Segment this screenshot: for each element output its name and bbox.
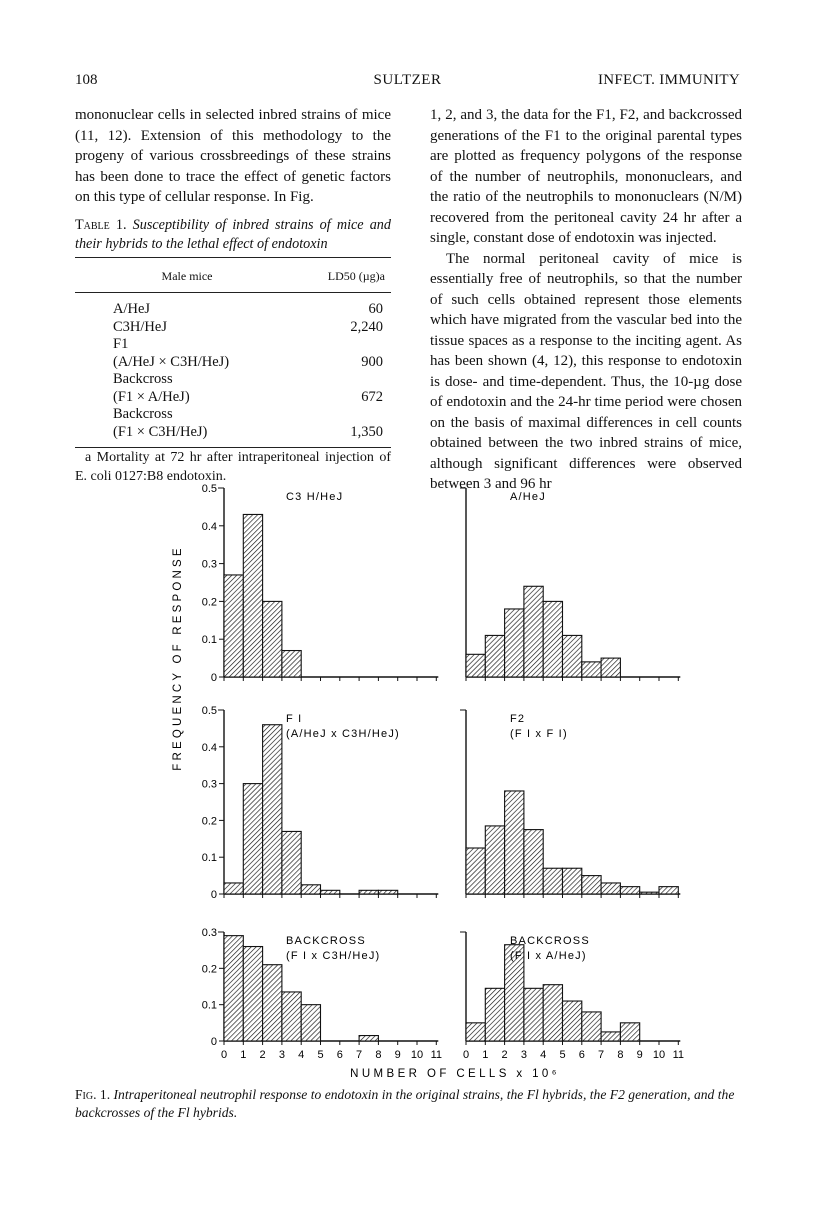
histogram-bar [563,635,582,677]
running-header [75,72,740,94]
strain-cell: C3H/HeJ [113,318,167,335]
histogram-bar [505,791,524,894]
histogram-bar [282,831,301,894]
x-tick-label: 11 [430,1049,443,1061]
histogram-bar [224,883,243,894]
histogram-bar [359,890,378,894]
table-title: Susceptibility of inbred strains of mice and their hybrids to the lethal effect of endotoxin [75,216,391,252]
histogram-bar [582,1012,601,1041]
histogram-bar [524,988,543,1041]
journal-name: INFECT. IMMUNITY [597,72,740,88]
x-tick-label: 3 [278,1049,285,1061]
histogram-bar [582,662,601,677]
histogram-bar [505,609,524,677]
histogram-bar [243,784,262,894]
histogram-bar [543,985,562,1041]
y-tick-label: 0.1 [201,634,217,647]
histogram-bar [601,883,620,894]
y-tick-label: 0.2 [201,815,217,828]
panel-title: C3 H/HeJ [286,491,344,503]
histogram-panel [202,927,442,1061]
x-tick-label: 0 [220,1049,228,1061]
histogram-bar [301,1005,320,1041]
figure-label: Fig. 1. [75,1087,111,1102]
histogram-bar [543,601,562,677]
histogram-bar [659,887,678,894]
ld50-cell: 2,240 [350,318,383,335]
x-tick-label: 4 [540,1049,547,1061]
figure-1 [0,470,816,1110]
histogram-bar [543,868,562,894]
x-tick-label: 7 [598,1049,605,1061]
strain-cell: Backcross [113,371,173,387]
y-tick-label: 0.4 [201,741,217,754]
histogram-bar [282,651,301,677]
left-column [75,105,391,486]
panel-title: F I [286,713,303,725]
histogram-bar [263,965,282,1041]
panel-subtitle: (F I x F I) [510,728,568,740]
figure-caption-text: Intraperitoneal neutrophil response to endotoxin in the original strains, the Fl hybrids, the F2 generation, and the backcrosses of the Fl hybrids. [75,1087,735,1120]
histogram-panel [460,932,684,1061]
y-tick-label: 0.2 [201,963,217,976]
histogram-bar [301,885,320,894]
x-tick-label: 8 [617,1049,624,1061]
running-author: SULTZER [373,72,442,88]
strain-cell: F1 [113,336,129,352]
table-row [75,293,391,319]
body-paragraph: mononuclear cells in selected inbred strains of mice (11, 12). Extension of this methodology to the progeny of various crossbreedings of these strains has been done to trace the effect of genetic factors on this type of cellular response. In Fig. [75,107,391,205]
panel-title: F2 [510,713,526,725]
histogram-bar [321,890,340,894]
histogram-bar [563,868,582,894]
histogram-bar [524,830,543,894]
panel-title: BACKCROSS [286,935,366,947]
x-tick-label: 6 [336,1049,343,1061]
x-tick-label: 10 [410,1049,424,1061]
table-row [75,319,391,337]
y-tick-label: 0.3 [201,927,217,939]
y-tick-label: 0 [210,672,217,684]
y-tick-label: 0.3 [201,778,217,791]
x-tick-label: 2 [501,1049,508,1061]
y-axis-title: FREQUENCY OF RESPONSE [172,545,184,771]
y-tick-label: 0.3 [201,558,217,571]
histogram-bar [524,586,543,677]
histogram-bar [263,725,282,894]
x-tick-label: 5 [559,1049,566,1061]
table-row [75,354,391,372]
histogram-bar [243,947,262,1041]
histogram-bar [601,1032,620,1041]
x-tick-label: 3 [520,1049,527,1061]
figure-caption [75,1086,741,1122]
strain-cell: (F1 × C3H/HeJ) [75,424,299,448]
y-tick-label: 0 [210,1036,217,1048]
histogram-bar [466,1023,485,1041]
strain-cell: Backcross [113,406,173,422]
table-row [75,424,391,448]
panel-subtitle: (F I x C3H/HeJ) [286,950,381,962]
x-tick-label: 2 [259,1049,266,1061]
y-tick-label: 0.1 [201,999,217,1012]
histogram-bar [485,635,504,677]
histogram-bar [563,1001,582,1041]
body-paragraph: The normal peritoneal cavity of mice is essentially free of neutrophils, so that the number of such cells obtained represent those elements which have migrated from the vascular bed into the tissue spaces as a response to the inciting agent. As has been shown (4, 12), this response to endotoxin is dose- and time-dependent. Thus, the 10-µg dose of endotoxin and the 24-hr time period were chosen on the basis of maximal differences in cell counts obtained between the two inbred strains of mice, although significant differences were observed between 3 and 96 hr [430,250,742,492]
panel-subtitle: (A/HeJ x C3H/HeJ) [286,728,400,740]
table-row [75,406,391,424]
x-tick-label: 7 [356,1049,363,1061]
y-tick-label: 0.5 [201,705,217,717]
ld50-cell [299,406,391,424]
histogram-bar [582,876,601,894]
histogram-bar [378,890,397,894]
table-row [75,389,391,407]
histogram-bar [601,658,620,677]
ld50-cell: 1,350 [299,424,391,448]
ld50-cell: 900 [361,353,383,370]
page-number: 108 [75,72,98,88]
histogram-panel [460,488,680,681]
strain-cell: (F1 × A/HeJ) [113,388,190,405]
y-tick-label: 0.5 [201,483,217,495]
x-tick-label: 5 [317,1049,324,1061]
col-header-ld50: LD50 (µg)a [299,257,391,293]
table-row [75,336,391,354]
histogram-bar [466,848,485,894]
histogram-panels [202,483,684,1061]
x-tick-label: 1 [240,1049,247,1061]
panel-title: A/HeJ [510,491,546,503]
x-tick-label: 11 [672,1049,685,1061]
table-label: Table 1. [75,216,127,233]
histogram-bar [620,1023,639,1041]
panel-title: BACKCROSS [510,935,590,947]
histogram-panel [460,710,680,898]
histogram-panel [202,705,439,901]
histogram-bar [243,514,262,677]
x-axis-title: NUMBER OF CELLS x 10⁶ [350,1068,560,1080]
strain-cell: A/HeJ [113,301,151,317]
right-column [430,105,742,495]
ld50-cell [299,371,391,389]
histogram-bar [282,992,301,1041]
histogram-figure [0,470,816,1110]
histogram-bar [466,654,485,677]
x-tick-label: 8 [375,1049,382,1061]
y-tick-label: 0.1 [201,852,217,865]
ld50-cell [299,336,391,354]
ld50-cell: 60 [368,301,383,317]
x-tick-label: 4 [298,1049,305,1061]
x-tick-label: 6 [578,1049,585,1061]
x-tick-label: 9 [636,1049,643,1061]
histogram-bar [224,936,243,1041]
histogram-panel [202,483,439,684]
ld50-table [75,257,391,449]
ld50-cell: 672 [361,388,383,405]
histogram-bar [485,988,504,1041]
col-header-male-mice: Male mice [75,257,299,293]
histogram-bar [263,601,282,677]
histogram-bar [620,887,639,894]
body-paragraph: 1, 2, and 3, the data for the F1, F2, and backcrossed generations of the F1 to the original parental types are plotted as frequency polygons of the response of the number of neutrophils, mononuclears, and the ratio of the neutrophils to mononuclears (N/M) recovered from the peritoneal cavity 24 hr after a single, constant dose of endotoxin was injected. [430,107,742,246]
histogram-bar [485,826,504,894]
table-caption [75,216,391,254]
y-tick-label: 0 [210,889,217,901]
x-tick-label: 10 [652,1049,666,1061]
strain-cell: (A/HeJ × C3H/HeJ) [113,353,230,370]
table-row [75,371,391,389]
y-tick-label: 0.2 [201,596,217,609]
x-tick-label: 1 [482,1049,489,1061]
x-tick-label: 0 [462,1049,470,1061]
histogram-bar [224,575,243,677]
panel-subtitle: (F I x A/HeJ) [510,950,587,962]
histogram-bar [640,892,659,894]
x-tick-label: 9 [394,1049,401,1061]
table-footnote: a Mortality at 72 hr after intraperitoneal injection of E. coli 0127:B8 endotoxin. [75,450,391,484]
y-tick-label: 0.4 [201,520,217,533]
histogram-bar [359,1036,378,1041]
